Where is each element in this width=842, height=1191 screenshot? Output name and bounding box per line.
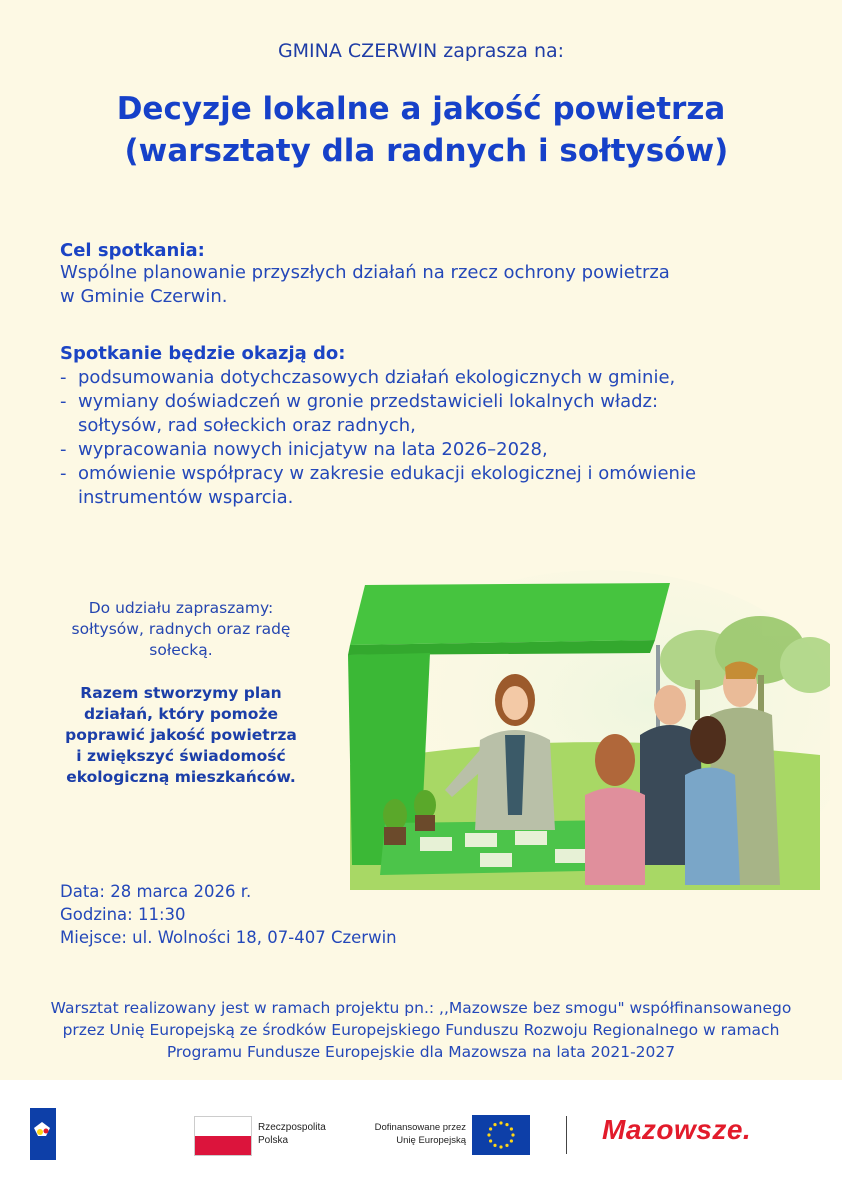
list-item-line: wymiany doświadczeń w gronie przedstawicieli lokalnych władz: bbox=[78, 391, 659, 412]
poland-label-line: Rzeczpospolita bbox=[258, 1122, 326, 1133]
eu-label-line: Unię Europejską bbox=[396, 1135, 466, 1146]
project-note bbox=[0, 997, 842, 1063]
list-item-line: wypracowania nowych inicjatyw na lata 2026–2028, bbox=[78, 439, 548, 460]
invite-line: Do udziału zapraszamy: bbox=[88, 599, 274, 617]
eu-star bbox=[493, 1144, 496, 1147]
list-item-line: instrumentów wsparcia. bbox=[78, 487, 294, 508]
eu-label-line: Dofinansowane przez bbox=[374, 1122, 466, 1133]
project-line: przez Unię Europejską ze środków Europejskiego Funduszu Rozwoju Regionalnego w ramach bbox=[62, 1021, 780, 1039]
together-text bbox=[50, 683, 312, 788]
workshop-illustration bbox=[340, 565, 830, 890]
list-item bbox=[60, 366, 780, 390]
event-time: Godzina: 11:30 bbox=[60, 905, 186, 924]
list-item-line: omówienie współpracy w zakresie edukacji ekologicznej i omówienie bbox=[78, 463, 697, 484]
event-title bbox=[0, 88, 842, 172]
together-line: Razem stworzymy plan bbox=[80, 684, 282, 702]
together-line: działań, który pomoże bbox=[83, 705, 278, 723]
mazowsze-logo: Mazowsze. bbox=[602, 1114, 752, 1145]
eu-star bbox=[489, 1127, 492, 1130]
project-line: Programu Fundusze Europejskie dla Mazowsza na lata 2021-2027 bbox=[166, 1043, 676, 1061]
list-item-line: sołtysów, rad sołeckich oraz radnych, bbox=[78, 415, 416, 436]
occasion-heading: Spotkanie będzie okazją do: bbox=[60, 343, 346, 364]
invite-line: sołtysów, radnych oraz radę bbox=[71, 620, 291, 638]
dash-bullet: - bbox=[60, 439, 67, 460]
eu-star bbox=[511, 1133, 514, 1136]
poland-label-line: Polska bbox=[258, 1135, 289, 1146]
together-line: i zwiększyć świadomość bbox=[76, 747, 286, 765]
list-item bbox=[60, 462, 780, 510]
eu-star bbox=[510, 1139, 513, 1142]
eu-flag-icon bbox=[472, 1115, 530, 1155]
goal-line: w Gminie Czerwin. bbox=[60, 286, 228, 307]
eu-label bbox=[356, 1121, 466, 1147]
eu-star bbox=[505, 1144, 508, 1147]
goal-heading: Cel spotkania: bbox=[60, 240, 205, 261]
intro-line: GMINA CZERWIN zaprasza na: bbox=[277, 40, 565, 62]
event-details bbox=[60, 880, 397, 949]
poland-label bbox=[258, 1121, 326, 1147]
dash-bullet: - bbox=[60, 463, 67, 484]
occasion-section bbox=[60, 343, 780, 510]
together-line: poprawić jakość powietrza bbox=[65, 726, 297, 744]
european-funds-logo bbox=[30, 1108, 56, 1160]
eu-star bbox=[505, 1123, 508, 1126]
list-item-line: podsumowania dotychczasowych działań ekologicznych w gminie, bbox=[78, 367, 676, 388]
invite-line: sołecką. bbox=[149, 641, 213, 659]
goal-section bbox=[60, 240, 780, 309]
invite-text bbox=[50, 598, 312, 661]
footer-logo-bar bbox=[0, 1080, 842, 1191]
goal-line: Wspólne planowanie przyszłych działań na rzecz ochrony powietrza bbox=[60, 262, 670, 283]
occasion-list bbox=[60, 366, 780, 510]
event-date: Data: 28 marca 2026 r. bbox=[60, 882, 252, 901]
project-line: Warsztat realizowany jest w ramach projektu pn.: ,,Mazowsze bez smogu" współfinansowanego bbox=[50, 999, 792, 1017]
eu-star bbox=[493, 1123, 496, 1126]
dash-bullet: - bbox=[60, 391, 67, 412]
event-title-line-1: Decyzje lokalne a jakość powietrza bbox=[116, 91, 726, 127]
poland-flag-icon bbox=[194, 1116, 252, 1156]
eu-star bbox=[487, 1133, 490, 1136]
eu-star bbox=[499, 1121, 502, 1124]
eu-star bbox=[499, 1145, 502, 1148]
event-place: Miejsce: ul. Wolności 18, 07-407 Czerwin bbox=[60, 928, 397, 947]
together-line: ekologiczną mieszkańców. bbox=[66, 768, 296, 786]
list-item bbox=[60, 390, 780, 438]
eu-star bbox=[510, 1127, 513, 1130]
list-item bbox=[60, 438, 780, 462]
event-title-line-2: (warsztaty dla radnych i sołtysów) bbox=[113, 133, 729, 169]
eu-star bbox=[489, 1139, 492, 1142]
dash-bullet: - bbox=[60, 367, 67, 388]
logo-divider bbox=[566, 1116, 567, 1154]
